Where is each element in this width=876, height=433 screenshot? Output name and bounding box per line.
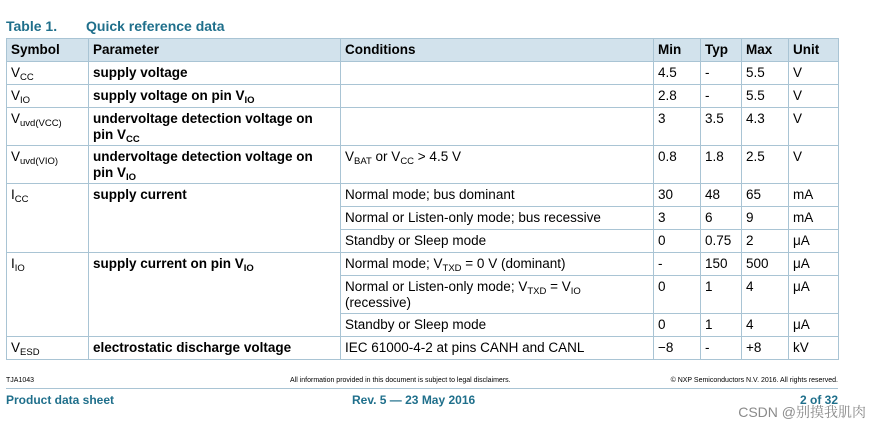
header-symbol: Symbol [7, 39, 89, 62]
table-row [7, 146, 839, 184]
max-cell: 4 [742, 276, 789, 314]
header-min: Min [654, 39, 701, 62]
max-cell: 9 [742, 207, 789, 230]
conditions-cell: Normal or Listen-only mode; bus recessive [341, 207, 654, 230]
typ-cell: 1 [701, 276, 742, 314]
symbol-cell: $V_{uvd(VCC)}$ [7, 108, 89, 146]
table-row [7, 108, 839, 146]
symbol-cell: $V_{uvd(VIO)}$ [7, 146, 89, 184]
typ-cell: - [701, 62, 742, 85]
header-row [7, 39, 839, 62]
unit-cell: μA [789, 314, 839, 337]
table-row [7, 62, 839, 85]
header-parameter: Parameter [89, 39, 341, 62]
typ-cell: 150 [701, 253, 742, 276]
min-cell: 0 [654, 276, 701, 314]
symbol-cell: $V_{ESD}$ [7, 337, 89, 360]
min-cell: 30 [654, 184, 701, 207]
unit-cell: V [789, 85, 839, 108]
max-cell: 5.5 [742, 62, 789, 85]
typ-cell: 3.5 [701, 108, 742, 146]
footer-divider [6, 388, 838, 389]
min-cell: 0 [654, 314, 701, 337]
conditions-cell [341, 108, 654, 146]
min-cell: 3 [654, 207, 701, 230]
symbol-cell: $I_{CC}$ [7, 184, 89, 253]
parameter-cell: undervoltage detection voltage on pin $V_{CC}$ [89, 108, 341, 146]
conditions-cell: Standby or Sleep mode [341, 314, 654, 337]
max-cell: 4.3 [742, 108, 789, 146]
header-max: Max [742, 39, 789, 62]
typ-cell: - [701, 337, 742, 360]
unit-cell: μA [789, 230, 839, 253]
unit-cell: mA [789, 207, 839, 230]
parameter-cell: undervoltage detection voltage on pin $V_{IO}$ [89, 146, 341, 184]
doc-id: TJA1043 [6, 377, 35, 384]
typ-cell: - [701, 85, 742, 108]
conditions-cell: Normal mode; bus dominant [341, 184, 654, 207]
conditions-cell: Normal mode; $V_{TXD} = 0$ V (dominant) [341, 253, 654, 276]
parameter-cell: supply voltage [89, 62, 341, 85]
typ-cell: 48 [701, 184, 742, 207]
table-row [7, 184, 839, 207]
doc-type: Product data sheet [6, 393, 115, 407]
parameter-cell: electrostatic discharge voltage [89, 337, 341, 360]
min-cell: 4.5 [654, 62, 701, 85]
symbol-cell: $V_{CC}$ [7, 62, 89, 85]
revision: Rev. 5 — 23 May 2016 [352, 393, 476, 407]
typ-cell: 1 [701, 314, 742, 337]
header-conditions: Conditions [341, 39, 654, 62]
max-cell: 500 [742, 253, 789, 276]
unit-cell: μA [789, 253, 839, 276]
min-cell: - [654, 253, 701, 276]
header-unit: Unit [789, 39, 839, 62]
unit-cell: kV [789, 337, 839, 360]
watermark: CSDN @别摸我肌肉 [738, 404, 866, 420]
typ-cell: 6 [701, 207, 742, 230]
max-cell: 65 [742, 184, 789, 207]
conditions-cell: Normal or Listen-only mode; $V_{TXD} = V_{IO}$ (recessive) [341, 276, 654, 314]
parameter-cell: supply current on pin $V_{IO}$ [89, 253, 341, 337]
unit-cell: V [789, 62, 839, 85]
max-cell: +8 [742, 337, 789, 360]
header-typ: Typ [701, 39, 742, 62]
typ-cell: 1.8 [701, 146, 742, 184]
max-cell: 2 [742, 230, 789, 253]
parameter-cell: supply voltage on pin $V_{IO}$ [89, 85, 341, 108]
min-cell: 2.8 [654, 85, 701, 108]
unit-cell: mA [789, 184, 839, 207]
parameter-cell: supply current [89, 184, 341, 253]
typ-cell: 0.75 [701, 230, 742, 253]
table-caption [6, 18, 225, 34]
min-cell: 0.8 [654, 146, 701, 184]
legal-disclaimer: All information provided in this document is subject to legal disclaimers. [290, 377, 511, 384]
conditions-cell [341, 62, 654, 85]
conditions-cell: IEC 61000-4-2 at pins CANH and CANL [341, 337, 654, 360]
table-row [7, 337, 839, 360]
copyright: © NXP Semiconductors N.V. 2016. All rights reserved. [670, 377, 838, 384]
min-cell: 3 [654, 108, 701, 146]
symbol-cell: $I_{IO}$ [7, 253, 89, 337]
max-cell: 2.5 [742, 146, 789, 184]
max-cell: 5.5 [742, 85, 789, 108]
quick-reference-table [6, 38, 839, 360]
table-row [7, 85, 839, 108]
table-title: Quick reference data [86, 18, 225, 34]
page-number: 2 of 32 [799, 393, 838, 407]
conditions-cell: $V_{BAT}$ or $V_{CC} > 4.5$ V [341, 146, 654, 184]
conditions-cell: Standby or Sleep mode [341, 230, 654, 253]
min-cell: −8 [654, 337, 701, 360]
table-number: Table 1. [6, 18, 58, 34]
table-row [7, 253, 839, 276]
min-cell: 0 [654, 230, 701, 253]
symbol-cell: $V_{IO}$ [7, 85, 89, 108]
unit-cell: V [789, 108, 839, 146]
max-cell: 4 [742, 314, 789, 337]
unit-cell: V [789, 146, 839, 184]
unit-cell: μA [789, 276, 839, 314]
conditions-cell [341, 85, 654, 108]
